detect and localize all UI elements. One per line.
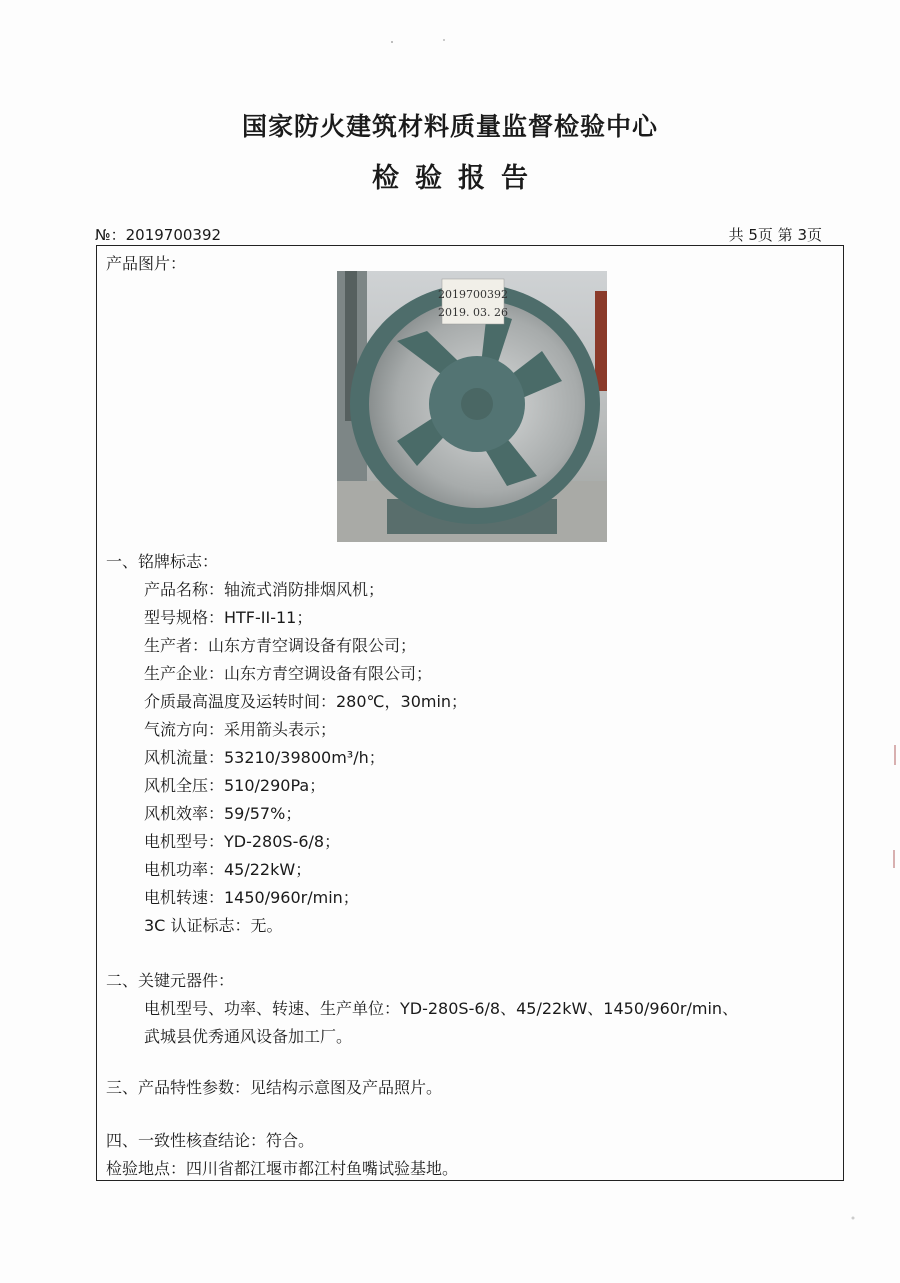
nameplate-item: 产品名称：轴流式消防排烟风机；: [144, 580, 385, 599]
nameplate-item: 生产者：山东方青空调设备有限公司；: [144, 636, 417, 655]
report-number: №：2019700392: [95, 226, 222, 244]
nameplate-heading: 一、铭牌标志：: [106, 552, 219, 571]
nameplate-item: 电机转速：1450/960r/min；: [144, 888, 359, 907]
nameplate-item: 生产企业：山东方青空调设备有限公司；: [144, 664, 433, 683]
photo-label: 产品图片：: [106, 254, 187, 273]
nameplate-item: 电机功率：45/22kW；: [144, 860, 312, 879]
nameplate-item: 风机全压：510/290Pa；: [144, 776, 326, 795]
components-line: 武城县优秀通风设备加工厂。: [144, 1027, 353, 1046]
conclusion-line: 四、一致性核查结论：符合。: [106, 1131, 315, 1150]
nameplate-item: 型号规格：HTF-II-11；: [144, 608, 313, 627]
nameplate-item: 风机效率：59/57%；: [144, 804, 302, 823]
org-title: 国家防火建筑材料质量监督检验中心: [241, 112, 658, 141]
nameplate-item: 气流方向：采用箭头表示；: [144, 720, 337, 739]
nameplate-item: 风机流量：53210/39800m³/h；: [144, 748, 385, 767]
photo-tag-date: 2019. 03. 26: [438, 306, 508, 319]
location-line: 检验地点：四川省都江堰市都江村鱼嘴试验基地。: [106, 1159, 459, 1178]
nameplate-item: 电机型号：YD-280S-6/8；: [144, 832, 341, 851]
nameplate-item: 3C 认证标志：无。: [144, 916, 283, 935]
params-line: 三、产品特性参数：见结构示意图及产品照片。: [106, 1078, 443, 1097]
components-line: 电机型号、功率、转速、生产单位：YD-280S-6/8、45/22kW、1450/960r/min、: [144, 999, 739, 1018]
photo-tag-number: 2019700392: [438, 288, 508, 301]
doc-title: 检验报告: [372, 163, 544, 194]
page-info: 共 5页 第 3页: [728, 226, 822, 244]
components-heading: 二、关键元器件：: [106, 971, 235, 990]
nameplate-item: 介质最高温度及运转时间：280℃，30min；: [144, 692, 468, 711]
